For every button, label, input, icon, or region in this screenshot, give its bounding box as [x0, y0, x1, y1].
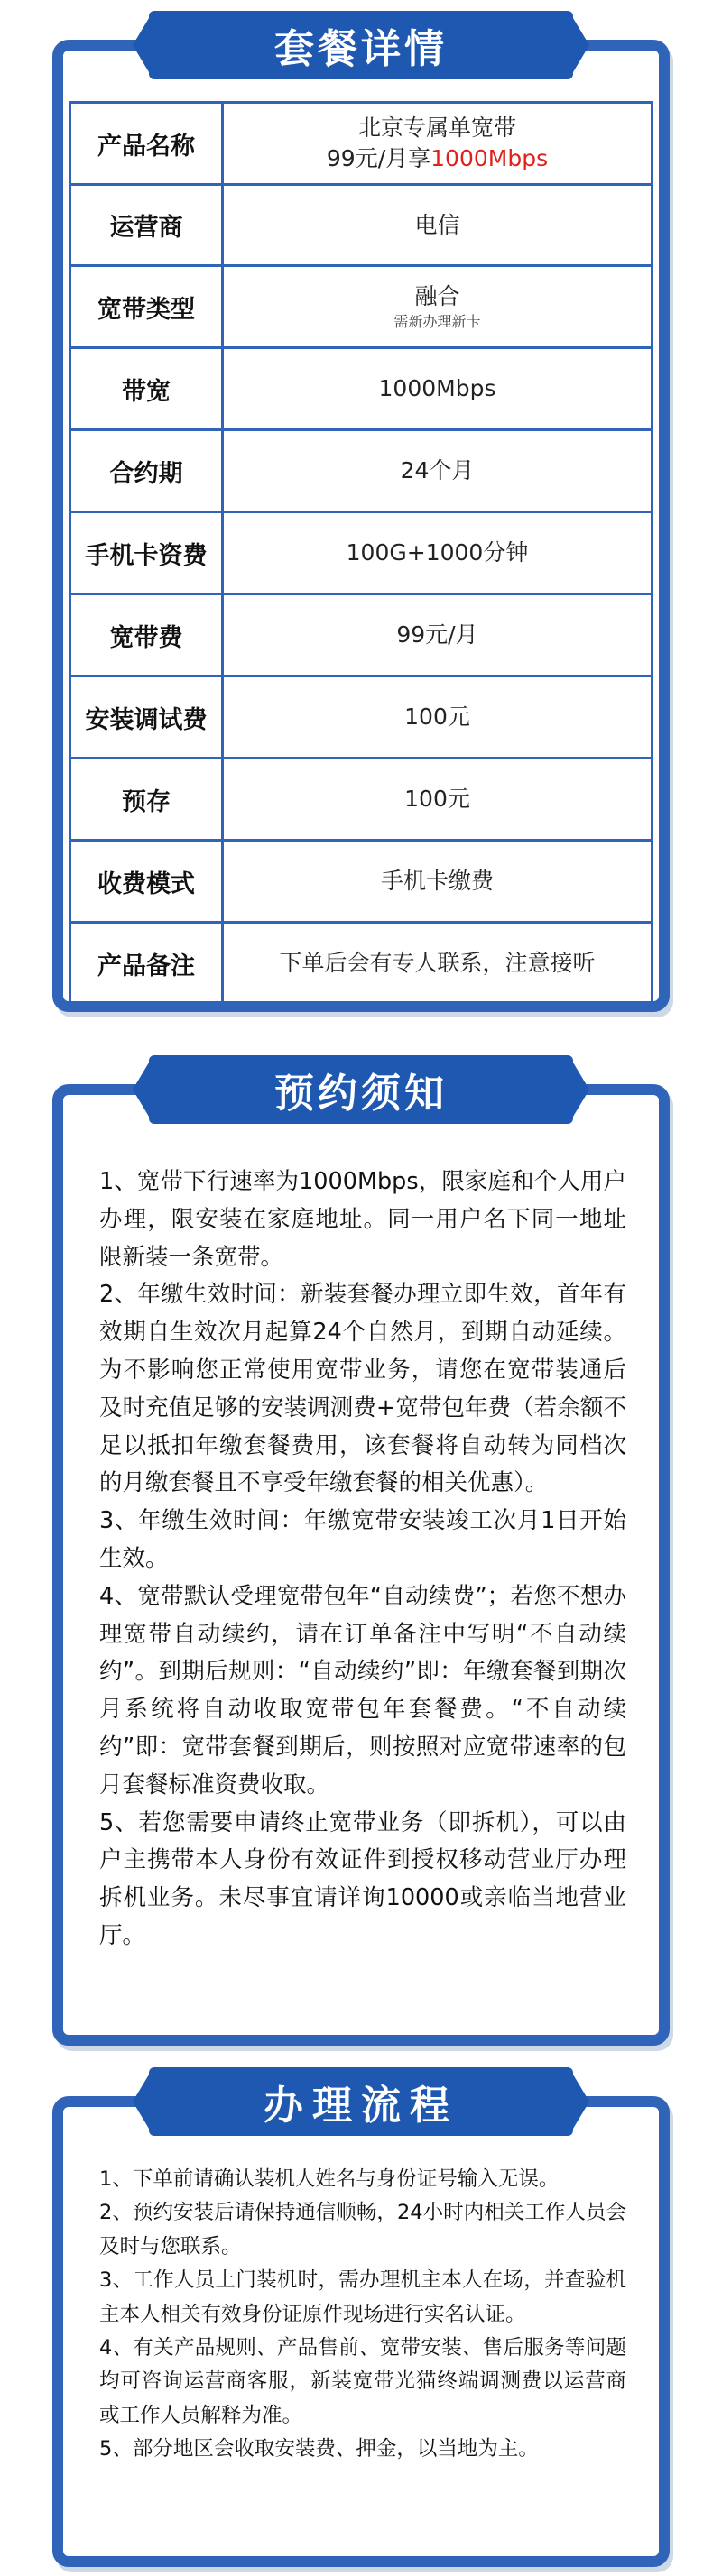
- table-row: [70, 676, 653, 759]
- row-value: 24个月: [223, 430, 653, 512]
- process-item: 3、工作人员上门装机时，需办理机主本人在场，并查验机主本人相关有效身份证原件现场进行实名认证。: [99, 2268, 626, 2326]
- process-panel: [52, 2083, 670, 2567]
- table-row: [70, 266, 653, 348]
- product-name: 北京专属单宽带: [357, 115, 516, 141]
- process-item: 4、有关产品规则、产品售前、宽带安装、售后服务等问题均可咨询运营商客服，新装宽带光猫终端调测费以运营商或工作人员解释为准。: [99, 2336, 626, 2427]
- table-row: [70, 512, 653, 594]
- table-row: [70, 430, 653, 512]
- row-value: 下单后会有专人联系，注意接听: [223, 923, 653, 1005]
- row-value: [223, 103, 653, 185]
- process-title: 办理流程: [149, 2067, 573, 2136]
- booking-notice-panel: [52, 1071, 670, 2046]
- table-row: [70, 759, 653, 841]
- table-row: [70, 348, 653, 430]
- package-details-panel: [52, 26, 670, 1012]
- row-value: 100元: [223, 759, 653, 841]
- row-label: 预存: [70, 759, 223, 841]
- row-label: 手机卡资费: [70, 512, 223, 594]
- row-label: 产品名称: [70, 103, 223, 185]
- process-item: 1、下单前请确认装机人姓名与身份证号输入无误。: [99, 2167, 560, 2191]
- booking-notice-text: [99, 1164, 626, 1955]
- process-text: [99, 2163, 626, 2467]
- package-details-title: 套餐详情: [149, 11, 573, 79]
- row-label: 宽带费: [70, 594, 223, 676]
- table-row: [70, 841, 653, 923]
- row-value: 100G+1000分钟: [223, 512, 653, 594]
- notice-item: 5、若您需要申请终止宽带业务（即拆机），可以由户主携带本人身份有效证件到授权移动营业厅办理拆机业务。未尽事宜请详询10000或亲临当地营业厅。: [99, 1808, 626, 1949]
- broadband-type: 融合: [414, 283, 460, 309]
- row-value: 1000Mbps: [223, 348, 653, 430]
- table-row: [70, 103, 653, 185]
- product-speed-highlight: 1000Mbps: [430, 145, 549, 171]
- process-item: 5、部分地区会收取安装费、押金，以当地为主。: [99, 2437, 539, 2461]
- broadband-type-note: 需新办理新卡: [393, 313, 481, 330]
- row-label: 运营商: [70, 185, 223, 266]
- notice-item: 3、年缴生效时间：年缴宽带安装竣工次月1日开始生效。: [99, 1507, 626, 1572]
- row-value: 99元/月: [223, 594, 653, 676]
- booking-notice-title: 预约须知: [149, 1055, 573, 1124]
- row-value: 100元: [223, 676, 653, 759]
- notice-item: 1、宽带下行速率为1000Mbps，限家庭和个人用户办理，限安装在家庭地址。同一用户名下同一地址限新装一条宽带。: [99, 1168, 626, 1271]
- row-label: 安装调试费: [70, 676, 223, 759]
- package-details-table: [69, 101, 653, 1006]
- row-label: 收费模式: [70, 841, 223, 923]
- row-label: 产品备注: [70, 923, 223, 1005]
- notice-item: 4、宽带默认受理宽带包年“自动续费”；若您不想办理宽带自动续约，请在订单备注中写明“不自动续约”。到期后规则：“自动续约”即：年缴套餐到期次月系统将自动收取宽带包年套餐费。“不自动续约”即：宽带套餐到期后，则按照对应宽带速率的包月套餐标准资费收取。: [99, 1582, 626, 1799]
- process-item: 2、预约安装后请保持通信顺畅，24小时内相关工作人员会及时与您联系。: [99, 2201, 626, 2259]
- table-row: [70, 185, 653, 266]
- row-label: 合约期: [70, 430, 223, 512]
- row-label: 宽带类型: [70, 266, 223, 348]
- row-label: 带宽: [70, 348, 223, 430]
- product-price-prefix: 99元/月享: [326, 145, 431, 171]
- row-value: 电信: [223, 185, 653, 266]
- notice-item: 2、年缴生效时间：新装套餐办理立即生效，首年有效期自生效次月起算24个自然月，到期自动延续。为不影响您正常使用宽带业务，请您在宽带装通后及时充值足够的安装调测费+宽带包年费（若余额不足以抵扣年缴套餐费用，该套餐将自动转为同档次的月缴套餐且不享受年缴套餐的相关优惠）。: [99, 1281, 626, 1497]
- row-value: [223, 266, 653, 348]
- table-row: [70, 594, 653, 676]
- table-row: [70, 923, 653, 1005]
- row-value: 手机卡缴费: [223, 841, 653, 923]
